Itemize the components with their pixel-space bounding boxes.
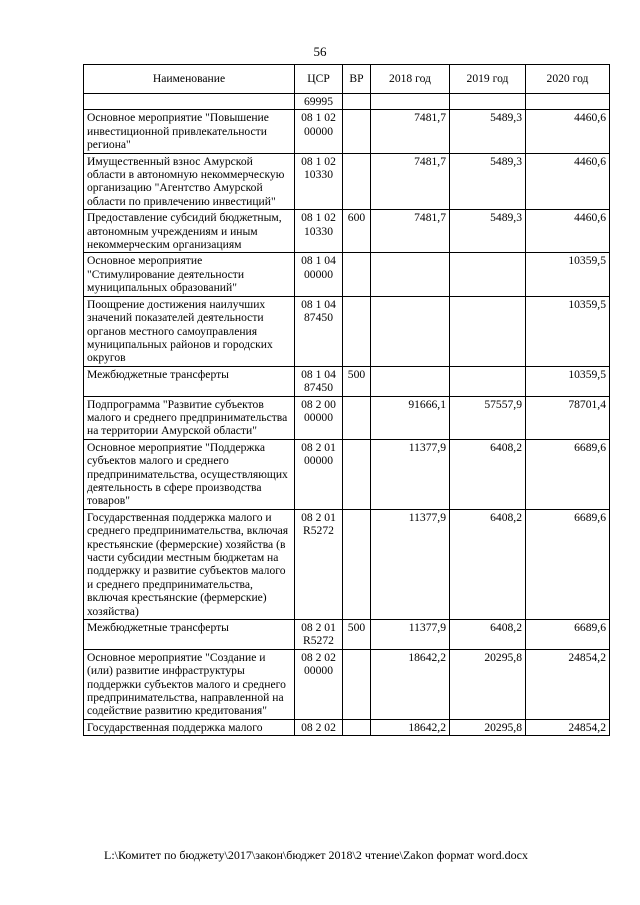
cell-name: Подпрограмма "Развитие субъектов малого и среднего предпринимательства на территории Амурской области" [84,396,295,439]
cell-2019: 5489,3 [450,210,526,253]
col-header-2018: 2018 год [371,65,450,94]
cell-2020: 10359,5 [526,296,610,366]
table-row [84,253,610,296]
cell-csr: 08 1 04 00000 [295,253,343,296]
cell-csr: 08 2 02 00000 [295,649,343,719]
table-row [84,366,610,396]
table-row [84,649,610,719]
cell-2019 [450,253,526,296]
cell-vr: 500 [343,366,371,396]
cell-name: Предоставление субсидий бюджетным, автономным учреждениям и иным некоммерческим организациям [84,210,295,253]
cell-2019: 20295,8 [450,719,526,735]
cell-2018: 7481,7 [371,210,450,253]
table-row [84,110,610,153]
cell-vr [343,509,371,619]
cell-2018 [371,296,450,366]
cell-2020: 24854,2 [526,719,610,735]
cell-csr: 08 2 02 [295,719,343,735]
cell-2018 [371,253,450,296]
cell-2018: 11377,9 [371,509,450,619]
table-row [84,620,610,650]
cell-csr: 08 1 02 10330 [295,210,343,253]
page-number: 56 [313,44,327,59]
cell-name: Имущественный взнос Амурской области в автономную некоммерческую организацию "Агентство Амурской области по привлечению инвестиций" [84,153,295,210]
cell-csr: 08 1 02 10330 [295,153,343,210]
table-row [84,509,610,619]
cell-2019 [450,366,526,396]
cell-csr: 08 2 00 00000 [295,396,343,439]
col-header-name: Наименование [84,65,295,94]
col-header-csr: ЦСР [295,65,343,94]
cell-vr [343,719,371,735]
cell-csr: 08 1 04 87450 [295,296,343,366]
table-row [84,153,610,210]
budget-table [83,64,610,736]
cell-2018: 11377,9 [371,439,450,509]
cell-name: Основное мероприятие "Создание и (или) развитие инфраструктуры поддержки субъектов малого и среднего предпринимательства, направленной на содействие развитию кредитования" [84,649,295,719]
cell-2020: 10359,5 [526,253,610,296]
col-header-2020: 2020 год [526,65,610,94]
cell-vr: 600 [343,210,371,253]
cell-2020: 6689,6 [526,620,610,650]
table-row [84,94,610,110]
cell-2019: 5489,3 [450,153,526,210]
cell-name [84,94,295,110]
cell-csr: 08 2 01 00000 [295,439,343,509]
cell-vr [343,110,371,153]
cell-2019: 20295,8 [450,649,526,719]
cell-2019: 57557,9 [450,396,526,439]
cell-2019: 6408,2 [450,620,526,650]
col-header-2019: 2019 год [450,65,526,94]
cell-csr: 08 1 04 87450 [295,366,343,396]
cell-2019 [450,296,526,366]
cell-vr [343,396,371,439]
cell-2018: 11377,9 [371,620,450,650]
cell-vr [343,94,371,110]
cell-2020: 78701,4 [526,396,610,439]
cell-2019 [450,94,526,110]
cell-name: Государственная поддержка малого [84,719,295,735]
cell-name: Государственная поддержка малого и среднего предпринимательства, включая крестьянские (фермерские) хозяйства (в части субсидии местным бюджетам на поддержку и развитие субъектов малого и среднего предпринимательства, включая крестьянские (фермерские) хозяйства) [84,509,295,619]
cell-2020: 4460,6 [526,110,610,153]
cell-vr [343,253,371,296]
cell-2018: 7481,7 [371,110,450,153]
cell-name: Межбюджетные трансферты [84,366,295,396]
cell-csr: 08 2 01 R5272 [295,620,343,650]
cell-2019: 6408,2 [450,439,526,509]
table-header-row [84,65,610,94]
cell-2020: 4460,6 [526,153,610,210]
table-body [84,94,610,736]
cell-name: Межбюджетные трансферты [84,620,295,650]
cell-2020: 24854,2 [526,649,610,719]
table-row [84,396,610,439]
cell-2018 [371,366,450,396]
table-row [84,719,610,735]
cell-csr: 08 1 02 00000 [295,110,343,153]
cell-name: Основное мероприятие "Стимулирование деятельности муниципальных образований" [84,253,295,296]
cell-name: Основное мероприятие "Повышение инвестиционной привлекательности региона" [84,110,295,153]
cell-2020: 10359,5 [526,366,610,396]
cell-2019: 6408,2 [450,509,526,619]
cell-vr [343,649,371,719]
table-row [84,439,610,509]
cell-vr: 500 [343,620,371,650]
cell-vr [343,153,371,210]
cell-name: Поощрение достижения наилучших значений показателей деятельности органов местного самоуправления муниципальных районов и городских округов [84,296,295,366]
cell-2020 [526,94,610,110]
cell-2019: 5489,3 [450,110,526,153]
cell-2018 [371,94,450,110]
cell-vr [343,296,371,366]
cell-2018: 18642,2 [371,649,450,719]
col-header-vr: ВР [343,65,371,94]
cell-name: Основное мероприятие "Поддержка субъектов малого и среднего предпринимательства, осуществляющих деятельность в сфере производства товаров" [84,439,295,509]
cell-2020: 6689,6 [526,439,610,509]
cell-csr: 08 2 01 R5272 [295,509,343,619]
footer-file-path: L:\Комитет по бюджету\2017\закон\бюджет 2018\2 чтение\Zakon формат word.docx [104,848,528,862]
cell-2020: 6689,6 [526,509,610,619]
cell-csr: 69995 [295,94,343,110]
cell-2018: 7481,7 [371,153,450,210]
cell-2018: 18642,2 [371,719,450,735]
table-row [84,210,610,253]
table-row [84,296,610,366]
cell-2018: 91666,1 [371,396,450,439]
cell-2020: 4460,6 [526,210,610,253]
cell-vr [343,439,371,509]
